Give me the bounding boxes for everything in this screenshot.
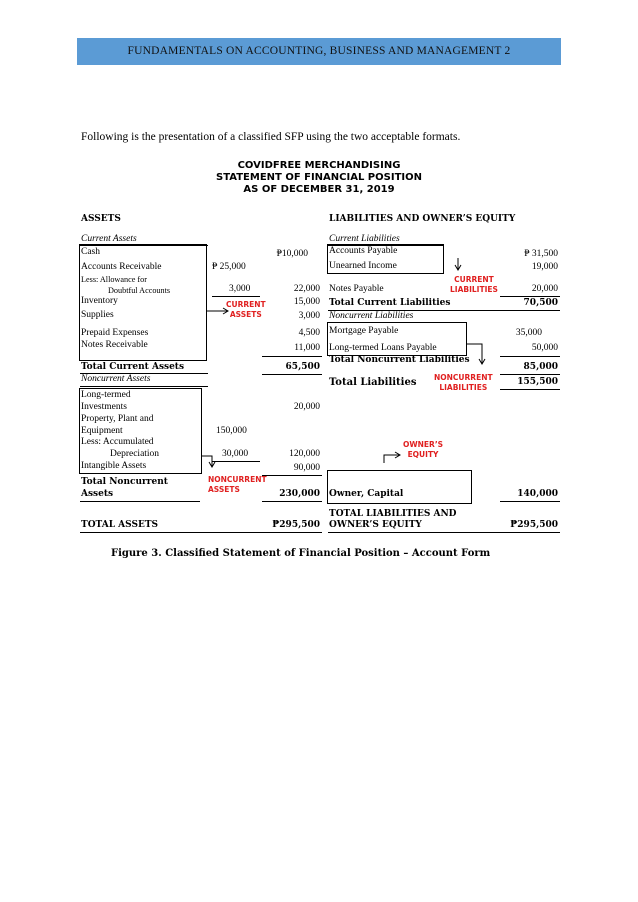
ar-label: Accounts Receivable bbox=[81, 262, 162, 272]
ppe-label-2: Equipment bbox=[81, 426, 123, 436]
lt-investments-label-2: Investments bbox=[81, 402, 127, 412]
total-assets-label: TOTAL ASSETS bbox=[81, 520, 159, 530]
accum-dep-amount: 30,000 bbox=[222, 449, 249, 459]
company-name: COVIDFREE MERCHANDISING bbox=[237, 160, 401, 171]
supplies-label: Supplies bbox=[81, 310, 114, 320]
total-liabilities-amount: 155,500 bbox=[517, 377, 558, 387]
cash-label: Cash bbox=[81, 247, 100, 257]
total-liabilities-label: Total Liabilities bbox=[329, 377, 417, 388]
ar-amount: ₱ 25,000 bbox=[212, 262, 246, 272]
assets-heading: ASSETS bbox=[81, 214, 121, 224]
ap-label: Accounts Payable bbox=[329, 246, 398, 256]
notes-payable-amount: 20,000 bbox=[531, 284, 558, 294]
current-assets-heading: Current Assets bbox=[81, 234, 137, 244]
total-noncurrent-liabilities-label: Total Noncurrent Liabilities bbox=[329, 355, 470, 365]
total-noncurrent-liabilities-amount: 85,000 bbox=[523, 362, 558, 372]
total-assets-amount: ₱295,500 bbox=[272, 520, 320, 530]
statement-date: AS OF DECEMBER 31, 2019 bbox=[243, 184, 395, 195]
total-noncurrent-assets-amount: 230,000 bbox=[279, 489, 320, 499]
total-liabilities-equity-label-1: TOTAL LIABILITIES AND bbox=[329, 509, 457, 519]
ap-amount: ₱ 31,500 bbox=[524, 249, 558, 259]
ppe-label-1: Property, Plant and bbox=[81, 414, 154, 424]
annotation-noncurrent-liabilities: NONCURRENT LIABILITIES bbox=[434, 373, 493, 392]
unearned-label: Unearned Income bbox=[329, 261, 397, 271]
figure-caption: Figure 3. Classified Statement of Financial Position – Account Form bbox=[111, 548, 491, 559]
supplies-amount: 3,000 bbox=[298, 311, 320, 321]
total-noncurrent-assets-label-2: Assets bbox=[81, 489, 114, 499]
capital-amount: 140,000 bbox=[517, 489, 558, 499]
unearned-amount: 19,000 bbox=[531, 262, 558, 272]
total-liabilities-equity-amount: ₱295,500 bbox=[510, 520, 558, 530]
inventory-label: Inventory bbox=[81, 296, 118, 306]
accum-dep-label-1: Less: Accumulated bbox=[81, 437, 154, 447]
total-current-liabilities-amount: 70,500 bbox=[523, 298, 558, 308]
lt-investments-label-1: Long-termed bbox=[81, 390, 131, 400]
capital-label: Owner, Capital bbox=[329, 489, 404, 499]
ar-net-amount: 22,000 bbox=[293, 284, 320, 294]
total-liabilities-equity-label-2: OWNER’S EQUITY bbox=[329, 520, 422, 530]
allowance-amount: 3,000 bbox=[229, 284, 251, 294]
statement-title: STATEMENT OF FINANCIAL POSITION bbox=[216, 172, 422, 183]
total-current-assets-amount: 65,500 bbox=[285, 362, 320, 372]
lt-investments-amount: 20,000 bbox=[293, 402, 320, 412]
total-current-assets-label: Total Current Assets bbox=[81, 362, 185, 372]
intangible-amount: 90,000 bbox=[293, 463, 320, 473]
annotation-current-liabilities: CURRENT LIABILITIES bbox=[450, 275, 498, 294]
notes-receivable-label: Notes Receivable bbox=[81, 340, 148, 350]
total-noncurrent-assets-label-1: Total Noncurrent bbox=[81, 477, 168, 487]
banner-text: FUNDAMENTALS ON ACCOUNTING, BUSINESS AND MANAGEMENT 2 bbox=[127, 45, 511, 57]
mortgage-label: Mortgage Payable bbox=[329, 326, 399, 336]
lt-loans-label: Long-termed Loans Payable bbox=[329, 343, 437, 353]
ppe-amount: 150,000 bbox=[216, 426, 247, 436]
notes-payable-label: Notes Payable bbox=[329, 284, 384, 294]
noncurrent-liabilities-heading: Noncurrent Liabilities bbox=[329, 311, 414, 321]
allowance-label-2: Doubtful Accounts bbox=[108, 286, 171, 295]
prepaid-label: Prepaid Expenses bbox=[81, 328, 149, 338]
inventory-amount: 15,000 bbox=[293, 297, 320, 307]
intro-text: Following is the presentation of a classified SFP using the two acceptable formats. bbox=[81, 131, 461, 143]
total-current-liabilities-label: Total Current Liabilities bbox=[329, 298, 451, 308]
intangible-label: Intangible Assets bbox=[81, 461, 147, 471]
ppe-net-amount: 120,000 bbox=[289, 449, 320, 459]
cash-amount: ₱10,000 bbox=[276, 249, 308, 259]
accum-dep-label-2: Depreciation bbox=[110, 449, 160, 459]
prepaid-amount: 4,500 bbox=[298, 328, 320, 338]
lt-loans-amount: 50,000 bbox=[531, 343, 558, 353]
annotation-noncurrent-assets: NONCURRENT ASSETS bbox=[208, 475, 267, 494]
current-liabilities-heading: Current Liabilities bbox=[329, 234, 400, 244]
noncurrent-assets-heading: Noncurrent Assets bbox=[81, 374, 151, 384]
mortgage-amount: 35,000 bbox=[515, 328, 542, 338]
annotation-owners-equity: OWNER’S EQUITY bbox=[403, 440, 444, 459]
annotation-current-assets: CURRENT ASSETS bbox=[226, 300, 266, 319]
liabilities-heading: LIABILITIES AND OWNER’S EQUITY bbox=[329, 214, 516, 224]
allowance-label-1: Less: Allowance for bbox=[81, 275, 147, 284]
notes-receivable-amount: 11,000 bbox=[294, 343, 320, 353]
